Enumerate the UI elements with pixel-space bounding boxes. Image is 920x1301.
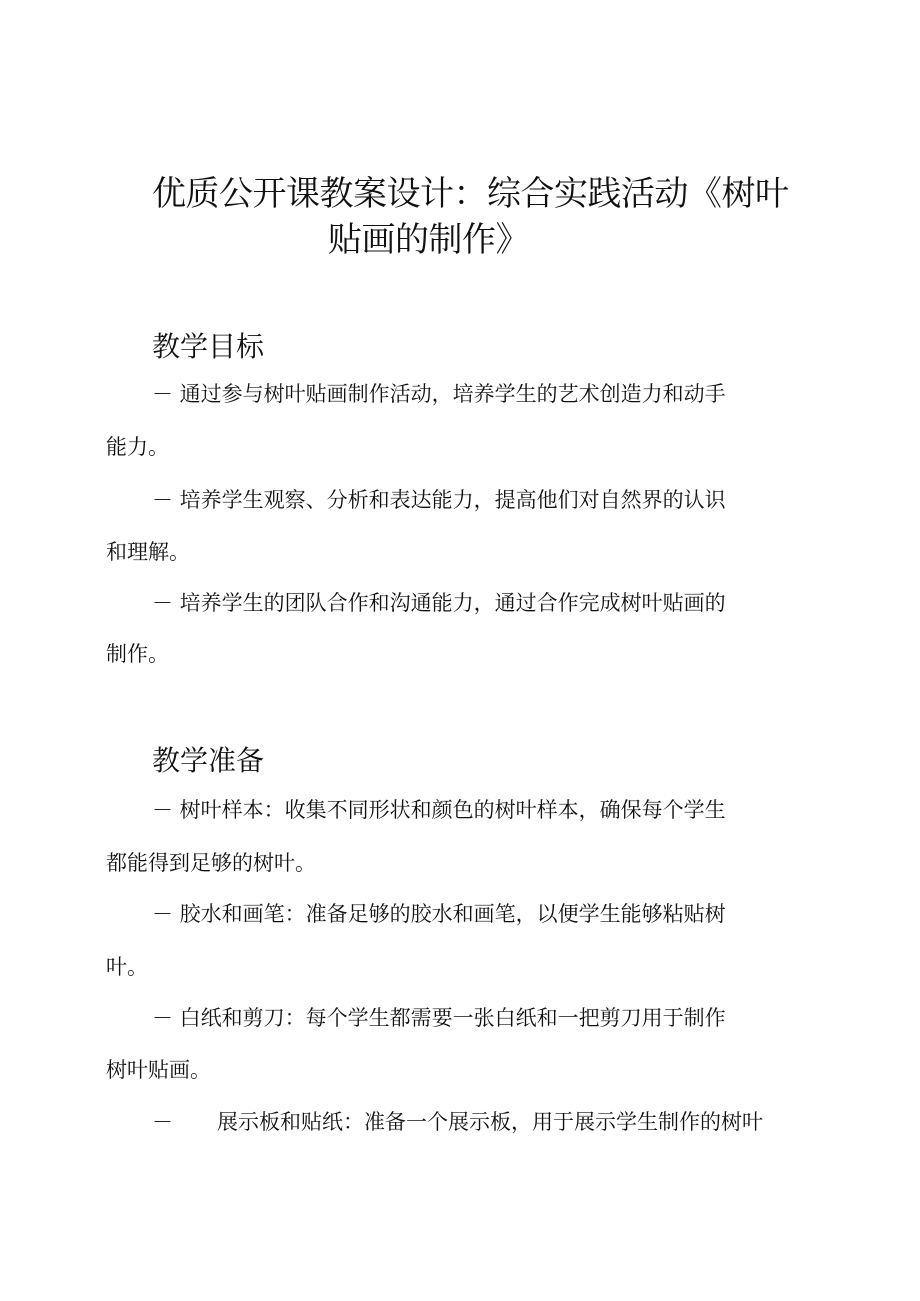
prep-line-1-cont: 都能得到足够的树叶。 [106, 851, 316, 875]
prep-line-4: 展示板和贴纸：准备一个展示板，用于展示学生制作的树叶 [217, 1110, 763, 1134]
objective-line-1: － 通过参与树叶贴画制作活动，培养学生的艺术创造力和动手 [152, 382, 726, 406]
objective-line-3: － 培养学生的团队合作和沟通能力，通过合作完成树叶贴画的 [152, 591, 726, 615]
prep-line-3: － 白纸和剪刀：每个学生都需要一张白纸和一把剪刀用于制作 [152, 1006, 726, 1030]
document-title-line-2: 贴画的制作》 [328, 220, 529, 260]
objective-line-2-cont: 和理解。 [106, 540, 190, 564]
prep-line-2-cont: 叶。 [106, 955, 148, 979]
prep-line-4-dash: － [152, 1110, 173, 1134]
objective-line-2: － 培养学生观察、分析和表达能力，提高他们对自然界的认识 [152, 488, 726, 512]
objective-line-1-cont: 能力。 [106, 435, 169, 459]
section-heading-objectives: 教学目标 [152, 330, 265, 363]
prep-line-1: － 树叶样本：收集不同形状和颜色的树叶样本，确保每个学生 [152, 798, 726, 822]
prep-line-3-cont: 树叶贴画。 [106, 1058, 211, 1082]
section-heading-preparation: 教学准备 [152, 744, 265, 777]
prep-line-2: － 胶水和画笔：准备足够的胶水和画笔，以便学生能够粘贴树 [152, 902, 726, 926]
document-title-line-1: 优质公开课教案设计：综合实践活动《树叶 [152, 174, 789, 214]
objective-line-3-cont: 制作。 [106, 642, 169, 666]
